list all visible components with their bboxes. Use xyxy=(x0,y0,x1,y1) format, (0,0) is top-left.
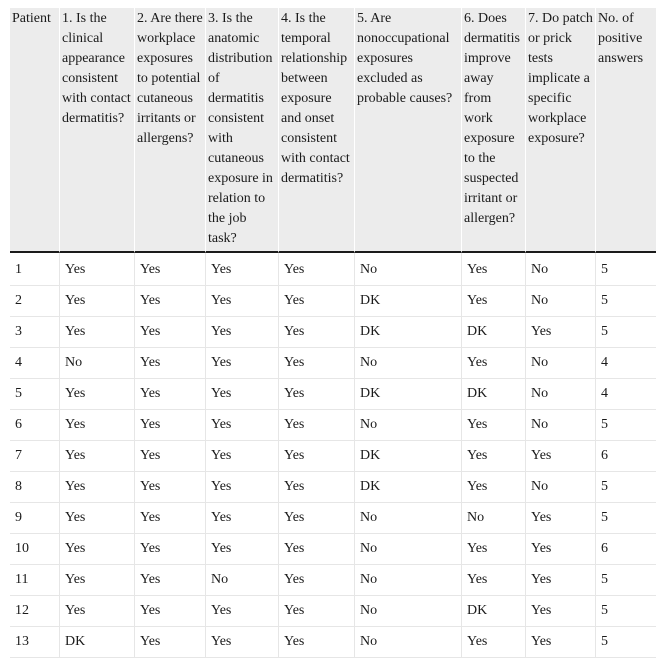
q3-cell: Yes xyxy=(206,472,279,503)
q5-cell: No xyxy=(355,503,462,534)
q4-cell: Yes xyxy=(279,317,355,348)
patient-cell: 3 xyxy=(10,317,60,348)
q5-cell: No xyxy=(355,534,462,565)
patient-cell: 2 xyxy=(10,286,60,317)
q6-cell: Yes xyxy=(462,565,526,596)
q4-cell: Yes xyxy=(279,503,355,534)
q5-cell: No xyxy=(355,596,462,627)
q1-cell: Yes xyxy=(60,410,135,441)
q4-cell: Yes xyxy=(279,253,355,286)
q2-cell: Yes xyxy=(135,627,206,658)
q6-cell: Yes xyxy=(462,348,526,379)
positive-count-cell: 5 xyxy=(596,503,656,534)
q3-cell: Yes xyxy=(206,441,279,472)
header-q2-workplace-exposures: 2. Are there workplace exposures to potential cutaneous irritants or allergens? xyxy=(135,8,206,253)
patient-cell: 5 xyxy=(10,379,60,410)
table-row xyxy=(10,317,656,348)
q3-cell: Yes xyxy=(206,503,279,534)
q3-cell: Yes xyxy=(206,627,279,658)
q3-cell: Yes xyxy=(206,348,279,379)
q7-cell: No xyxy=(526,472,596,503)
q6-cell: No xyxy=(462,503,526,534)
patient-criteria-table xyxy=(10,8,656,658)
q4-cell: Yes xyxy=(279,596,355,627)
q7-cell: No xyxy=(526,253,596,286)
q4-cell: Yes xyxy=(279,441,355,472)
patient-cell: 13 xyxy=(10,627,60,658)
positive-count-cell: 5 xyxy=(596,565,656,596)
table-row xyxy=(10,441,656,472)
q3-cell: Yes xyxy=(206,410,279,441)
positive-count-cell: 5 xyxy=(596,317,656,348)
positive-count-cell: 5 xyxy=(596,472,656,503)
q5-cell: No xyxy=(355,410,462,441)
table-row xyxy=(10,534,656,565)
q5-cell: DK xyxy=(355,472,462,503)
q7-cell: No xyxy=(526,348,596,379)
header-q5-nonoccupational-excluded: 5. Are nonoccupational exposures excluded as probable causes? xyxy=(355,8,462,253)
table-row xyxy=(10,410,656,441)
q5-cell: No xyxy=(355,348,462,379)
q4-cell: Yes xyxy=(279,627,355,658)
q7-cell: Yes xyxy=(526,565,596,596)
q7-cell: No xyxy=(526,410,596,441)
q5-cell: DK xyxy=(355,379,462,410)
positive-count-cell: 6 xyxy=(596,534,656,565)
patient-cell: 9 xyxy=(10,503,60,534)
patient-cell: 7 xyxy=(10,441,60,472)
patient-cell: 4 xyxy=(10,348,60,379)
q2-cell: Yes xyxy=(135,379,206,410)
q6-cell: Yes xyxy=(462,534,526,565)
positive-count-cell: 5 xyxy=(596,596,656,627)
q6-cell: Yes xyxy=(462,286,526,317)
positive-count-cell: 5 xyxy=(596,627,656,658)
q2-cell: Yes xyxy=(135,472,206,503)
q4-cell: Yes xyxy=(279,472,355,503)
q1-cell: Yes xyxy=(60,253,135,286)
patient-cell: 6 xyxy=(10,410,60,441)
positive-count-cell: 5 xyxy=(596,253,656,286)
q1-cell: Yes xyxy=(60,317,135,348)
header-patient: Patient xyxy=(10,8,60,253)
q3-cell: Yes xyxy=(206,596,279,627)
q5-cell: DK xyxy=(355,286,462,317)
q2-cell: Yes xyxy=(135,410,206,441)
q3-cell: No xyxy=(206,565,279,596)
table-row xyxy=(10,627,656,658)
q4-cell: Yes xyxy=(279,379,355,410)
q1-cell: Yes xyxy=(60,441,135,472)
positive-count-cell: 4 xyxy=(596,379,656,410)
q3-cell: Yes xyxy=(206,317,279,348)
q2-cell: Yes xyxy=(135,534,206,565)
q1-cell: DK xyxy=(60,627,135,658)
q1-cell: Yes xyxy=(60,565,135,596)
q4-cell: Yes xyxy=(279,286,355,317)
header-row xyxy=(10,8,656,253)
header-q7-patch-prick-tests: 7. Do patch or prick tests implicate a specific workplace exposure? xyxy=(526,8,596,253)
patient-cell: 8 xyxy=(10,472,60,503)
q7-cell: Yes xyxy=(526,627,596,658)
q7-cell: Yes xyxy=(526,596,596,627)
header-q6-improves-away: 6. Does dermatitis improve away from work exposure to the suspected irritant or allergen? xyxy=(462,8,526,253)
positive-count-cell: 5 xyxy=(596,410,656,441)
table-row xyxy=(10,379,656,410)
q5-cell: No xyxy=(355,627,462,658)
q6-cell: Yes xyxy=(462,253,526,286)
q6-cell: DK xyxy=(462,596,526,627)
q5-cell: DK xyxy=(355,441,462,472)
q4-cell: Yes xyxy=(279,565,355,596)
q5-cell: No xyxy=(355,565,462,596)
patient-cell: 1 xyxy=(10,253,60,286)
patient-cell: 11 xyxy=(10,565,60,596)
header-positive-answers: No. of positive answers xyxy=(596,8,656,253)
table-row xyxy=(10,286,656,317)
q4-cell: Yes xyxy=(279,410,355,441)
positive-count-cell: 5 xyxy=(596,286,656,317)
q4-cell: Yes xyxy=(279,348,355,379)
q1-cell: No xyxy=(60,348,135,379)
q6-cell: Yes xyxy=(462,472,526,503)
patient-cell: 12 xyxy=(10,596,60,627)
q3-cell: Yes xyxy=(206,286,279,317)
q1-cell: Yes xyxy=(60,379,135,410)
q2-cell: Yes xyxy=(135,253,206,286)
header-q3-anatomic-distribution: 3. Is the anatomic distribution of dermatitis consistent with cutaneous exposure in relation to the job task? xyxy=(206,8,279,253)
q6-cell: Yes xyxy=(462,410,526,441)
positive-count-cell: 6 xyxy=(596,441,656,472)
q2-cell: Yes xyxy=(135,596,206,627)
q3-cell: Yes xyxy=(206,253,279,286)
header-q4-temporal-relationship: 4. Is the temporal relationship between exposure and onset consistent with contact dermatitis? xyxy=(279,8,355,253)
q2-cell: Yes xyxy=(135,503,206,534)
q6-cell: Yes xyxy=(462,627,526,658)
q2-cell: Yes xyxy=(135,565,206,596)
q2-cell: Yes xyxy=(135,441,206,472)
q3-cell: Yes xyxy=(206,534,279,565)
q7-cell: No xyxy=(526,379,596,410)
q2-cell: Yes xyxy=(135,348,206,379)
table-row xyxy=(10,565,656,596)
header-q1-clinical-appearance: 1. Is the clinical appearance consistent with contact dermatitis? xyxy=(60,8,135,253)
q7-cell: Yes xyxy=(526,503,596,534)
q7-cell: No xyxy=(526,286,596,317)
table-row xyxy=(10,596,656,627)
q6-cell: DK xyxy=(462,379,526,410)
q2-cell: Yes xyxy=(135,286,206,317)
table-row xyxy=(10,503,656,534)
table-body xyxy=(10,253,656,658)
patient-cell: 10 xyxy=(10,534,60,565)
q1-cell: Yes xyxy=(60,472,135,503)
q1-cell: Yes xyxy=(60,596,135,627)
q6-cell: DK xyxy=(462,317,526,348)
q4-cell: Yes xyxy=(279,534,355,565)
table-row xyxy=(10,253,656,286)
table-row xyxy=(10,348,656,379)
q1-cell: Yes xyxy=(60,534,135,565)
q5-cell: DK xyxy=(355,317,462,348)
q7-cell: Yes xyxy=(526,441,596,472)
q1-cell: Yes xyxy=(60,286,135,317)
q5-cell: No xyxy=(355,253,462,286)
table-container xyxy=(10,8,656,658)
q3-cell: Yes xyxy=(206,379,279,410)
positive-count-cell: 4 xyxy=(596,348,656,379)
table-row xyxy=(10,472,656,503)
q2-cell: Yes xyxy=(135,317,206,348)
q7-cell: Yes xyxy=(526,534,596,565)
q7-cell: Yes xyxy=(526,317,596,348)
q1-cell: Yes xyxy=(60,503,135,534)
q6-cell: Yes xyxy=(462,441,526,472)
